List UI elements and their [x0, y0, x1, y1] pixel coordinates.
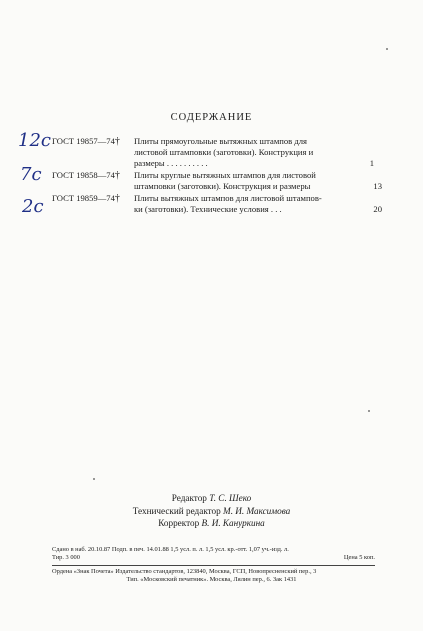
divider-rule: [52, 565, 375, 566]
cross-mark-icon: †: [114, 136, 120, 147]
imprint-line-2: Тир. 3 000 Цена 5 коп.: [52, 554, 375, 561]
toc-line: размеры . . . . . . . . . .: [134, 158, 208, 169]
speck: [93, 478, 95, 480]
cross-mark-icon: †: [114, 170, 120, 181]
toc-line: штамповки (заготовки). Конструкция и размеры: [134, 181, 311, 192]
toc-line: Плиты вытяжных штампов для листовой штампов-: [134, 193, 322, 203]
toc-line: листовой штамповки (заготовки). Конструкция и: [134, 147, 314, 158]
toc-description-3: [134, 193, 362, 215]
credits-block: [0, 492, 423, 530]
handwritten-note-1: 12с: [18, 130, 51, 151]
handwritten-note-3: 2с: [22, 196, 44, 217]
toc-page-1: 1: [369, 158, 374, 168]
toc-line: ки (заготовки). Технические условия . . .: [134, 204, 282, 215]
editor-line: Редактор Т. С. Шеко: [171, 493, 252, 503]
page-title: СОДЕРЖАНИЕ: [170, 112, 253, 123]
imprint-line-4: Тип. «Московский печатник». Москва, Лялин пер., 6. Зак 1431: [126, 576, 297, 583]
toc-page-3: 20: [373, 204, 382, 214]
imprint-line-1: Сдано в наб. 20.10.87 Подп. в печ. 14.01.88 1,5 усл. п. л. 1,5 усл. кр.-отт. 1,07 уч.-изд. л.: [52, 546, 289, 553]
handwritten-note-2: 7с: [20, 164, 42, 185]
speck: [368, 410, 370, 412]
corrector-line: Корректор В. И. Кануркина: [158, 518, 265, 528]
speck: [386, 48, 388, 50]
toc-description-2: [134, 170, 362, 192]
cross-mark-icon: †: [114, 193, 120, 204]
toc-description-1: [134, 136, 362, 170]
toc-code-1: ГОСТ 19857—74†: [52, 136, 120, 147]
toc-code-2: ГОСТ 19858—74†: [52, 170, 120, 181]
tech-editor-line: Технический редактор М. И. Максимова: [132, 505, 291, 516]
toc-line: Плиты круглые вытяжных штампов для листовой: [134, 170, 316, 180]
toc-code-3: ГОСТ 19859—74†: [52, 193, 120, 204]
toc-line: Плиты прямоугольные вытяжных штампов для: [134, 136, 307, 146]
imprint-line-3: Ордена «Знак Почета» Издательство стандартов, 123840, Москва, ГСП, Новопресненский пер., 3: [52, 568, 317, 575]
toc-page-2: 13: [373, 181, 382, 191]
